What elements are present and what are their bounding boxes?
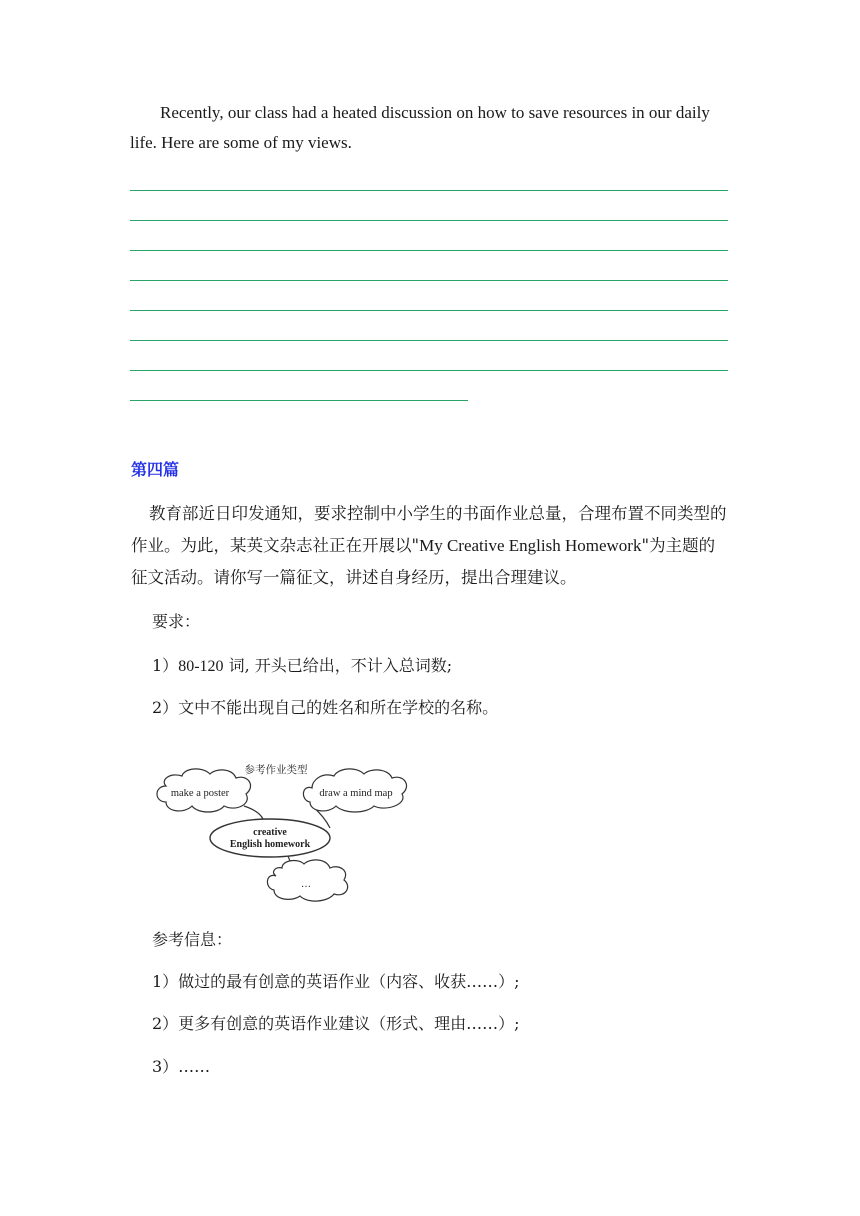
writing-line: [130, 190, 728, 191]
prompt-essay-title: My Creative English Homework: [419, 536, 642, 555]
writing-line: [130, 400, 468, 401]
diagram-caption: 参考作业类型: [244, 764, 308, 776]
reference-item-3: 3）……: [152, 1057, 211, 1076]
center-topic-line2: English homework: [229, 839, 311, 850]
cloud-left-label: make a poster: [170, 788, 230, 799]
requirement-item-1: [152, 654, 452, 679]
requirement-word-count: 80-120: [178, 658, 224, 675]
section-title: 第四篇: [131, 460, 180, 479]
center-topic-line1: creative: [253, 827, 287, 838]
writing-line: [130, 370, 728, 371]
reference-heading: 参考信息：: [152, 930, 233, 949]
cloud-bottom-label: …: [301, 879, 311, 890]
homework-types-diagram: [152, 756, 414, 906]
reference-item-1: 1）做过的最有创意的英语作业（内容、收获……）;: [152, 972, 520, 991]
writing-line: [130, 280, 728, 281]
writing-line: [130, 340, 728, 341]
cloud-make-a-poster: [157, 769, 251, 812]
prompt-text-part2: "为主题的征文活动。请你写一篇征文，讲述自身经历，提出合理建议。: [131, 536, 716, 587]
writing-line: [130, 250, 728, 251]
center-topic-ellipse: [210, 819, 330, 857]
prompt-text-part1: 教育部近日印发通知，要求控制中小学生的书面作业总量，合理布置不同类型的作业。为此，某英文杂志社正在开展以": [131, 504, 727, 555]
intro-paragraph: Recently, our class had a heated discussion on how to save resources in our daily life. Here are some of my views.: [130, 103, 710, 152]
reference-item-2: 2）更多有创意的英语作业建议（形式、理由……）;: [152, 1014, 520, 1033]
cloud-draw-a-mind-map: [303, 769, 406, 812]
writing-line: [130, 310, 728, 311]
cloud-more-types: [267, 860, 347, 901]
cloud-right-label: draw a mind map: [319, 788, 393, 799]
requirement-item-1-text: 词, 开头已给出，不计入总词数;: [223, 656, 453, 675]
requirement-item-2: 2）文中不能出现自己的姓名和所在学校的名称。: [152, 698, 499, 717]
requirements-heading: 要求：: [152, 612, 201, 631]
writing-line: [130, 220, 728, 221]
requirement-item-1-prefix: 1）: [152, 656, 179, 675]
task-prompt: [131, 498, 731, 594]
